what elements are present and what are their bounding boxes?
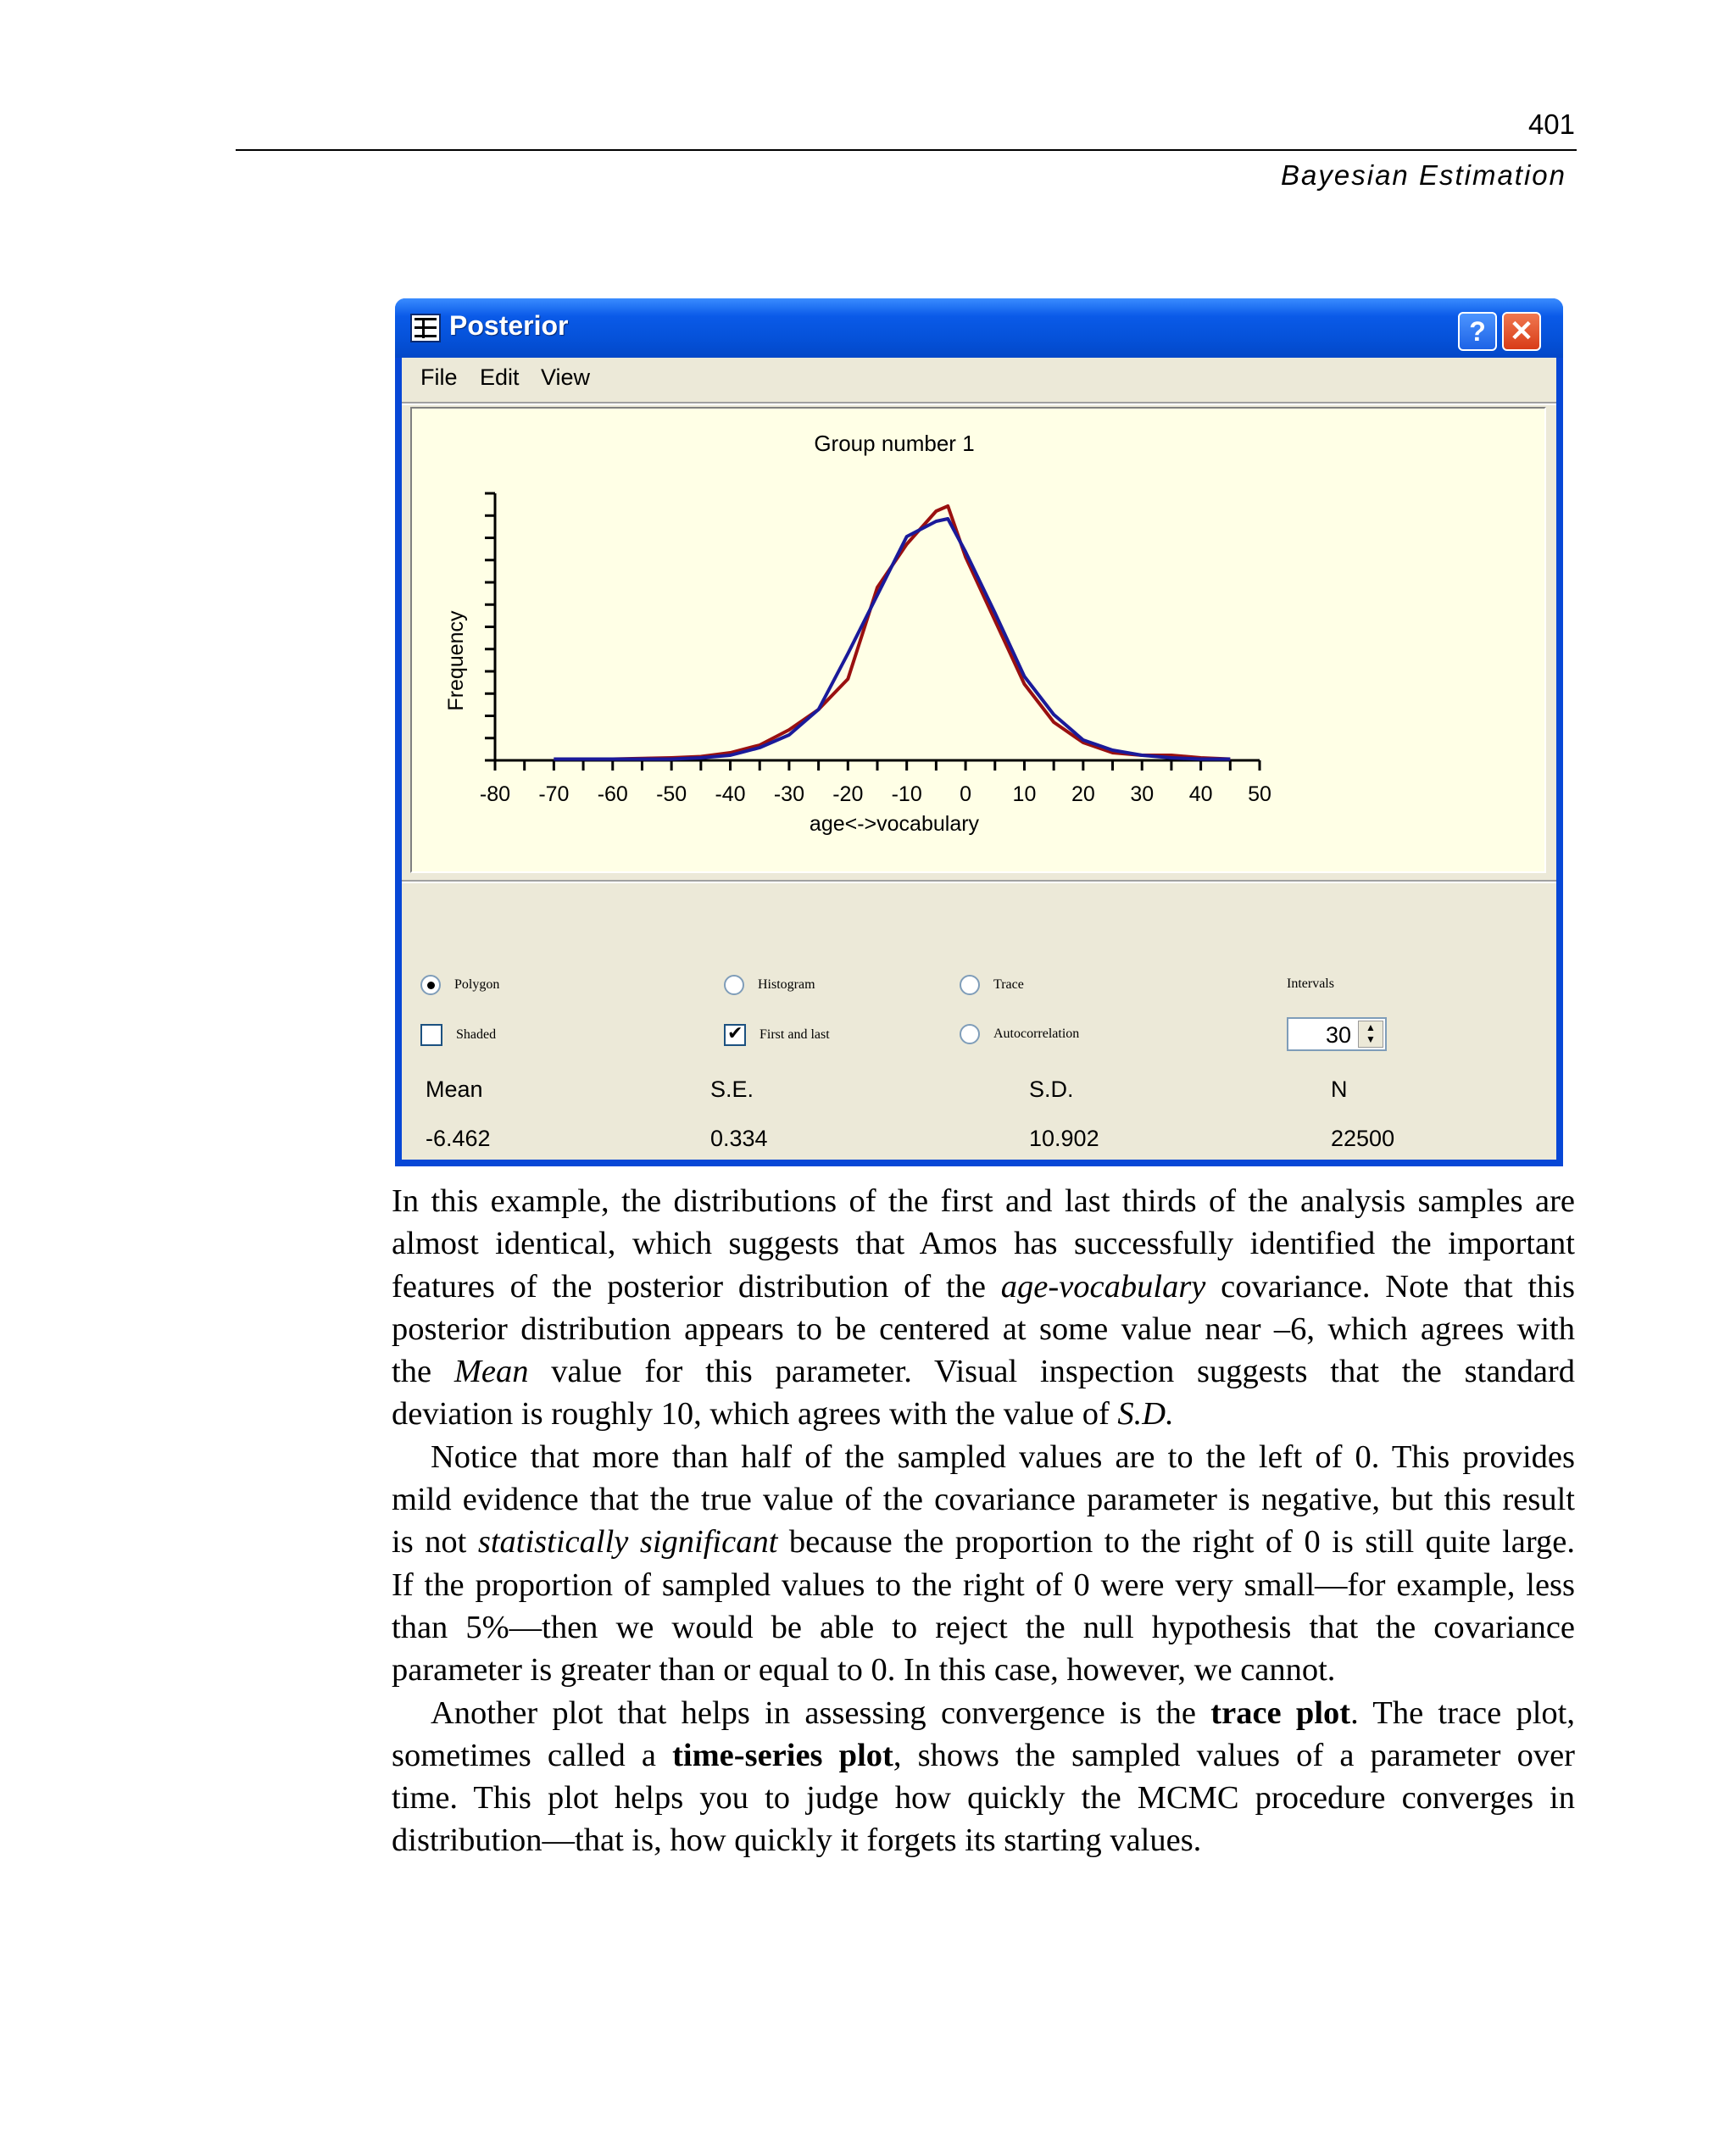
x-tick-label: 20 [1071, 782, 1095, 806]
text-run: because the proportion to the right of 0 is still quite large. [777, 1524, 1575, 1561]
body-line [392, 1350, 1575, 1393]
shaded-label: Shaded [456, 1027, 497, 1042]
text-run: covariance. Note that this [1205, 1268, 1575, 1305]
close-button[interactable]: ✕ [1502, 312, 1541, 351]
body-line: than 5%—then we would be able to reject the null hypothesis that the covariance [392, 1609, 1575, 1645]
x-tick-label: -60 [597, 782, 628, 806]
body-line: time. This plot helps you to judge how quickly the MCMC procedure converges in [392, 1780, 1575, 1817]
x-tick-label: -30 [773, 782, 804, 806]
paragraph-3 [392, 1692, 1575, 1862]
sd-label: S.D. [1029, 1077, 1074, 1102]
controls-divider [402, 880, 1556, 883]
intervals-label: Intervals [1287, 976, 1334, 991]
body-line: distribution—that is, how quickly it forgets its starting values. [392, 1822, 1202, 1859]
body-line [392, 1393, 1575, 1435]
autocorrelation-option[interactable] [960, 1024, 1079, 1044]
menubar-divider [402, 402, 1556, 405]
x-tick-label: 30 [1130, 782, 1155, 806]
histogram-radio[interactable] [724, 975, 744, 995]
menu-edit[interactable]: Edit [480, 364, 520, 390]
text-run: is not [392, 1524, 478, 1561]
mean-value: -6.462 [426, 1126, 491, 1151]
term-time-series-plot: time-series plot [672, 1737, 893, 1773]
y-axis-label: Frequency [444, 610, 468, 711]
x-tick-label: -40 [715, 782, 746, 806]
text-run: Another plot that helps in assessing convergence is the [431, 1694, 1211, 1731]
n-label: N [1331, 1077, 1348, 1102]
first-and-last-checkbox[interactable] [724, 1024, 746, 1046]
term-mean: Mean [453, 1354, 529, 1390]
mean-label: Mean [426, 1077, 483, 1102]
body-line: If the proportion of sampled values to the right of 0 were very small—for example, less [392, 1566, 1575, 1603]
window-titlebar[interactable] [395, 298, 1563, 358]
posterior-plot [412, 409, 1544, 871]
polygon-option[interactable] [420, 975, 499, 995]
text-run: features of the posterior distribution of the [392, 1268, 1001, 1305]
intervals-spinner[interactable] [1287, 1017, 1387, 1051]
body-line: Notice that more than half of the sampled values are to the left of 0. This provides [431, 1438, 1575, 1475]
autocorrelation-label: Autocorrelation [993, 1027, 1080, 1041]
term-statistically-significant: statistically significant [477, 1524, 778, 1561]
section-title: Bayesian Estimation [1281, 159, 1566, 191]
text-run: , shows the sampled values of a parameter over [893, 1737, 1575, 1773]
se-value: 0.334 [710, 1126, 768, 1151]
app-icon [410, 314, 441, 342]
sd-value: 10.902 [1029, 1126, 1099, 1151]
menu-view[interactable]: View [541, 364, 591, 390]
histogram-label: Histogram [758, 977, 815, 992]
trace-radio[interactable] [960, 975, 980, 995]
x-tick-label: -10 [891, 782, 922, 806]
text-run: the [392, 1354, 454, 1390]
body-line [392, 1734, 1575, 1777]
window-client [402, 358, 1556, 1160]
body-line [392, 1521, 1575, 1563]
x-tick-label: 50 [1248, 782, 1271, 806]
paragraph-2 [392, 1436, 1575, 1692]
body-line: posterior distribution appears to be centered at some value near –6, which agrees with [392, 1310, 1575, 1347]
body-line [392, 1692, 1575, 1734]
spin-down-icon[interactable]: ▼ [1366, 1033, 1376, 1045]
x-tick-label: -70 [538, 782, 570, 806]
term-age-vocabulary: age-vocabulary [1000, 1268, 1206, 1305]
polygon-label: Polygon [454, 977, 500, 992]
posterior-plot-panel [410, 407, 1546, 873]
posterior-window [395, 298, 1563, 1166]
x-tick-label: 40 [1188, 782, 1213, 806]
series-last-third-line [554, 519, 1230, 759]
first-and-last-label: First and last [760, 1027, 830, 1042]
x-tick-label: 10 [1012, 782, 1037, 806]
intervals-value[interactable]: 30 [1325, 1022, 1351, 1048]
shaded-option[interactable] [420, 1024, 496, 1046]
se-label: S.E. [710, 1077, 754, 1102]
autocorrelation-radio[interactable] [960, 1024, 980, 1044]
first-and-last-option[interactable] [724, 1024, 830, 1046]
series-first-third-line [554, 506, 1230, 759]
text-run: value for this parameter. Visual inspection suggests that the standard [528, 1354, 1575, 1390]
x-tick-label: -80 [479, 782, 511, 806]
body-line: parameter is greater than or equal to 0. In this case, however, we cannot. [392, 1652, 1336, 1689]
chart-title: Group number 1 [814, 431, 975, 456]
header-rule [236, 149, 1577, 151]
menu-file[interactable]: File [420, 364, 458, 390]
trace-label: Trace [993, 977, 1024, 992]
body-line: In this example, the distributions of the first and last thirds of the analysis samples are [392, 1183, 1575, 1219]
term-sd: S.D. [1117, 1396, 1174, 1433]
text-run: sometimes called a [392, 1737, 673, 1773]
x-axis-label: age<->vocabulary [809, 812, 980, 836]
page-number: 401 [1527, 108, 1575, 140]
spin-up-icon[interactable]: ▲ [1366, 1021, 1376, 1033]
body-line: almost identical, which suggests that Amos has successfully identified the important [392, 1226, 1575, 1262]
x-tick-label: -50 [656, 782, 687, 806]
spin-buttons[interactable] [1358, 1021, 1383, 1048]
n-value: 22500 [1331, 1126, 1395, 1151]
term-trace-plot: trace plot [1210, 1694, 1351, 1731]
trace-option[interactable] [960, 975, 1024, 995]
text-run: . The trace plot, [1350, 1694, 1575, 1731]
x-tick-label: -20 [832, 782, 864, 806]
shaded-checkbox[interactable] [420, 1024, 442, 1046]
body-text [392, 1180, 1575, 1862]
paragraph-1 [392, 1180, 1575, 1436]
x-tick-label: 0 [960, 782, 972, 806]
polygon-radio[interactable] [420, 975, 441, 995]
window-title: Posterior [449, 310, 569, 341]
body-line [392, 1266, 1575, 1308]
histogram-option[interactable] [724, 975, 815, 995]
menubar [402, 358, 1556, 397]
text-run: deviation is roughly 10, which agrees with the value of [392, 1396, 1118, 1433]
help-button[interactable]: ? [1458, 312, 1497, 351]
body-line: mild evidence that the true value of the covariance parameter is negative, but this result [392, 1482, 1575, 1518]
